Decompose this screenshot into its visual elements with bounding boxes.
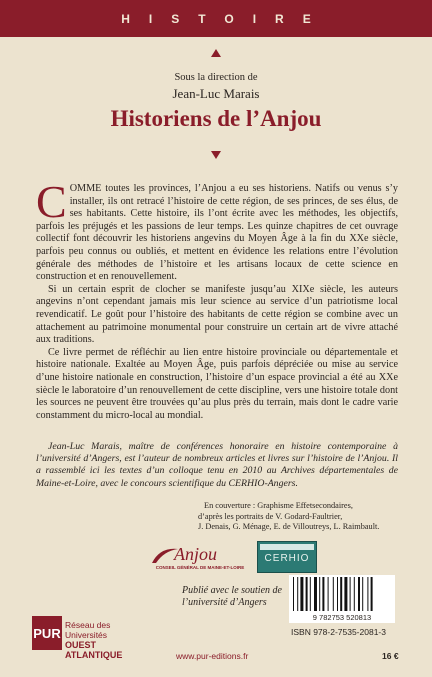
publication-support-line-2: l’université d’Angers (182, 597, 267, 608)
series-banner: HISTOIRE (0, 0, 432, 37)
pur-logo (32, 616, 142, 660)
blurb-paragraph-3: Ce livre permet de réfléchir au lien entre histoire provinciale ou départementale et histoire nationale. Exaltée au Moyen Âge, puis parfois dépréciée ou mise au service d’une histoire nationale en construction, l’histoire d’un espace provincial a été au XXe siècle le laboratoire d’un renouvellement de cette discipline, vers une histoire totale dont les sources ne peuvent être trouvées qu’au plus près du terrain, mais dont le cadre varie constamment du micro-local au mondial. (36, 346, 398, 421)
price: 16 € (382, 651, 399, 661)
cover-credit (198, 501, 398, 533)
anjou-logo (150, 543, 250, 575)
blurb-paragraph-2: Si un certain esprit de clocher se manifeste jusqu’au XIXe siècle, les auteurs angevins n’ont cependant jamais mis leur science au service d’un patriotisme local revendicatif. Le goût pour l’histoire des habitants de cette région se combine avec un attachement au patrimoine monumental pour construire un certain art de vivre attaché aux traditions. (36, 283, 398, 346)
cover-credit-line-3: J. Denais, G. Ménage, E. de Villoutreys, L. Raimbault. (198, 522, 380, 531)
pur-line-2: OUEST ATLANTIQUE (65, 640, 123, 660)
cover-credit-line-1: En couverture : Graphisme Effetsecondaires, (204, 501, 353, 510)
publication-support (182, 585, 282, 609)
triangle-up-icon (211, 49, 221, 57)
cerhio-logo (257, 541, 317, 573)
anjou-logo-subtitle: CONSEIL GÉNÉRAL DE MAINE-ET-LOIRE (155, 565, 245, 570)
cerhio-logo-text: CERHIO (264, 553, 310, 564)
blurb (36, 176, 398, 422)
barcode-icon (289, 575, 395, 613)
publisher-website: www.pur-editions.fr (176, 651, 249, 661)
barcode (289, 575, 395, 613)
book-title: Historiens de l’Anjou (110, 106, 322, 131)
editor-direction: Sous la direction de (174, 72, 258, 83)
cover-credit-line-2: d’après les portraits de V. Godard-Faultrier, (198, 511, 343, 521)
editor-name: Jean-Luc Marais (172, 86, 260, 101)
pur-logo-mark: PUR (32, 616, 62, 650)
cerhio-logo-band (260, 544, 314, 550)
triangle-down-icon (211, 151, 221, 159)
dropcap: C (36, 176, 67, 227)
barcode-digits: 9 782753 520813 (289, 613, 395, 623)
isbn: ISBN 978-2-7535-2081-3 (291, 627, 386, 637)
publication-support-line-1: Publié avec le soutien de (182, 585, 282, 596)
author-bio: Jean-Luc Marais, maître de conférences honoraire en histoire contemporaine à l’université d’Angers, est l’auteur de nombreux articles et livres sur l’histoire de l’Anjou. Il a rassemblé ici les textes d’un colloque tenu en 2010 au Archives départementales de Maine-et-Loire, avec le concours scientifique du CERHIO-Angers. (36, 441, 398, 489)
blurb-paragraph-1 (36, 176, 398, 284)
pur-line-1: Réseau des Universités (65, 620, 111, 640)
anjou-logo-text: Anjou (174, 544, 217, 564)
pur-logo-text (65, 620, 142, 660)
paragraph-1-text: OMME toutes les provinces, l’Anjou a eu ses historiens. Natifs ou venus s’y installer, ils ont retracé l’histoire de cette région, de ses princes, de ses élus, de ses habitants. Cette histoire, ils l’ont écrite avec les méthodes, les objectifs, parfois les préjugés et les passions de leur temps. Les quinze chapitres de cet ouvrage collectif font découvrir les historiens angevins du Moyen Âge à la fin du XXe siècle, parfois peu connus ou oubliés, et mettent en évidence les relations entre l’évolution générale des méthodes de l’histoire et les artisans locaux de cette science en construction et en renouvellement. (36, 183, 398, 283)
